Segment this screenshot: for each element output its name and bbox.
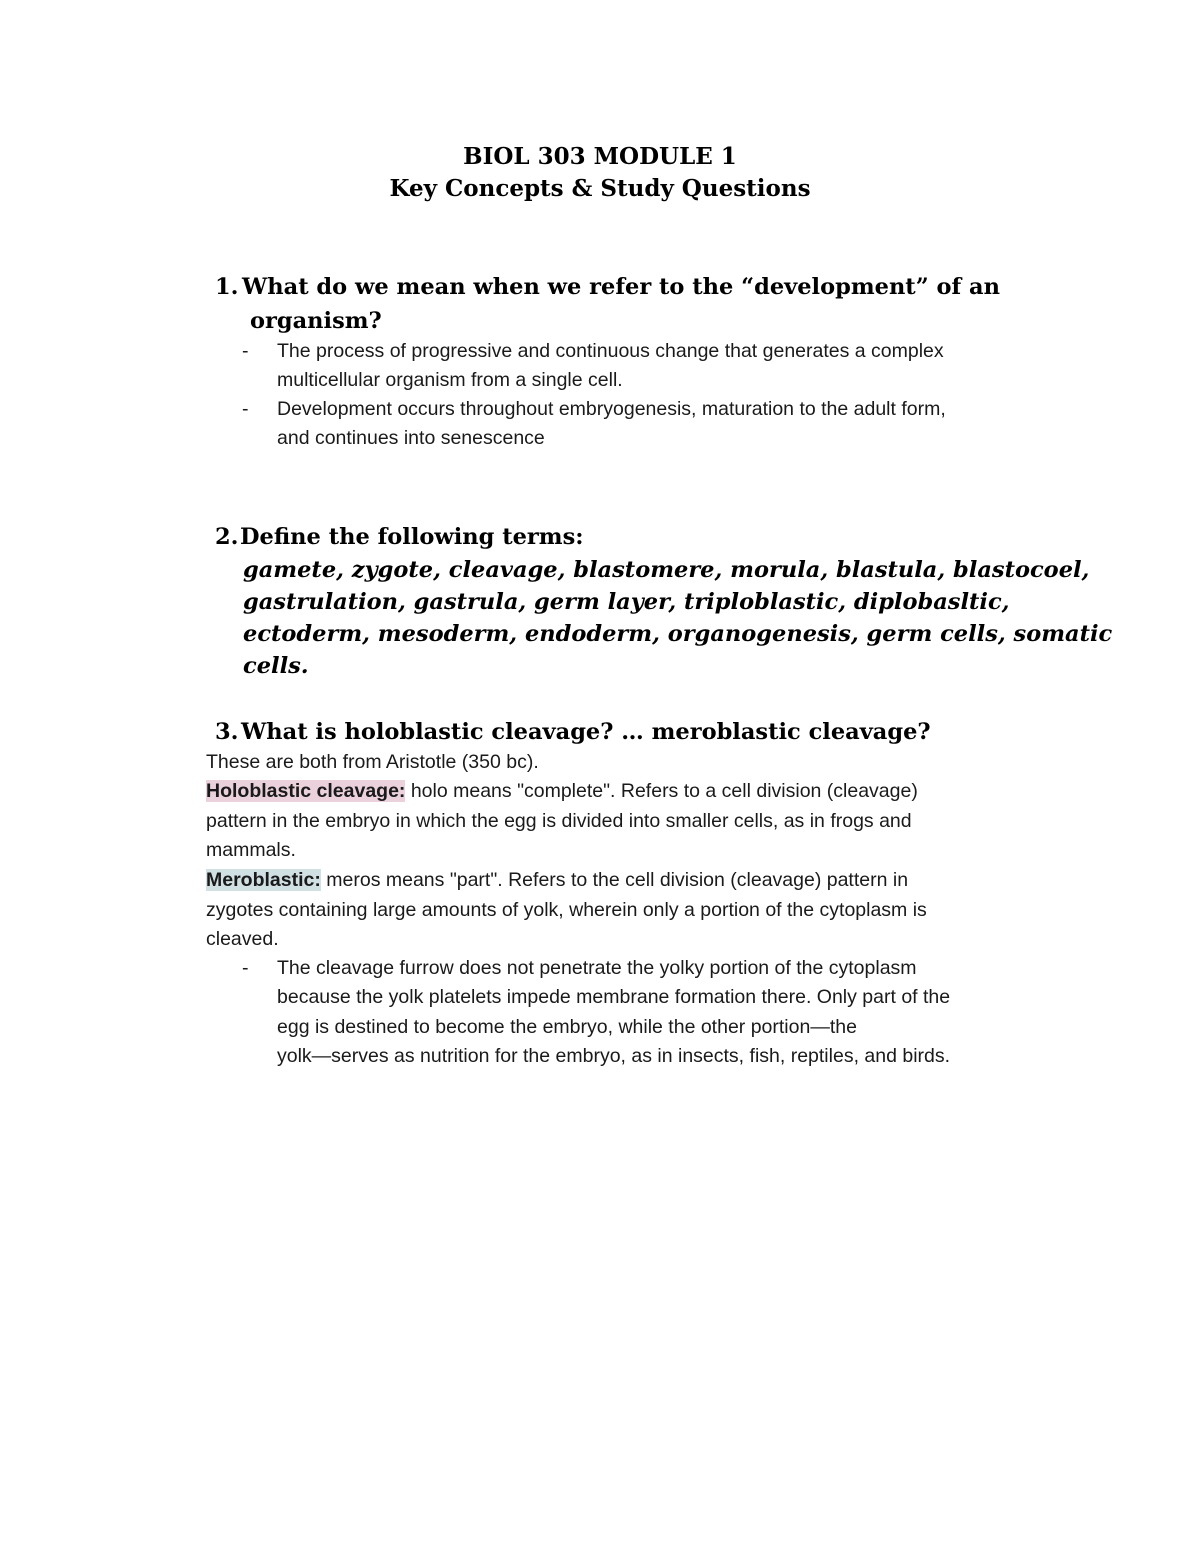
q1-bullet1-marker: - — [242, 340, 249, 362]
q2-terms-line4: cells. — [243, 653, 309, 679]
q1-bullet2-line1: Development occurs throughout embryogenesis, maturation to the adult form, — [277, 398, 946, 420]
q3-bullet-line4: yolk—serves as nutrition for the embryo, as in insects, fish, reptiles, and birds. — [277, 1045, 951, 1067]
q3-number: 3. — [215, 719, 239, 745]
q3-bullet-line2: because the yolk platelets impede membrane formation there. Only part of the — [277, 986, 951, 1008]
document-subtitle: Key Concepts & Study Questions — [389, 175, 811, 202]
q3-holo-line2: pattern in the embryo in which the egg is divided into smaller cells, as in frogs and — [206, 810, 912, 832]
q1-question-line2: organism? — [250, 308, 382, 334]
q3-mero-line3: cleaved. — [206, 928, 279, 950]
q3-mero-line1 — [206, 869, 908, 892]
q3-question: What is holoblastic cleavage? … meroblastic cleavage? — [241, 719, 931, 745]
q2-terms-line3: ectoderm, mesoderm, endoderm, organogenesis, germ cells, somatic — [243, 621, 1113, 647]
meroblastic-definition-start: meros means "part". Refers to the cell division (cleavage) pattern in — [320, 869, 909, 891]
meroblastic-label: Meroblastic: — [206, 869, 321, 891]
q3-bullet-marker: - — [242, 957, 249, 979]
q3-intro: These are both from Aristotle (350 bc). — [206, 751, 539, 773]
q1-question-line1: What do we mean when we refer to the “development” of an — [242, 274, 1000, 300]
q1-bullet1-line2: multicellular organism from a single cell. — [277, 369, 623, 391]
q3-mero-line2: zygotes containing large amounts of yolk, wherein only a portion of the cytoplasm is — [206, 899, 927, 921]
q1-bullet1-line1: The process of progressive and continuous change that generates a complex — [277, 340, 944, 362]
q1-number: 1. — [215, 274, 239, 300]
q3-bullet-line1: The cleavage furrow does not penetrate the yolky portion of the cytoplasm — [277, 957, 917, 979]
q3-holo-line1 — [206, 780, 918, 803]
q3-holo-line3: mammals. — [206, 839, 296, 861]
q3-bullet-line3: egg is destined to become the embryo, while the other portion—the — [277, 1016, 857, 1038]
q2-terms-line1: gamete, zygote, cleavage, blastomere, morula, blastula, blastocoel, — [243, 557, 1090, 583]
holoblastic-label: Holoblastic cleavage: — [206, 780, 406, 802]
q1-bullet2-marker: - — [242, 398, 249, 420]
document-title: BIOL 303 MODULE 1 — [463, 143, 737, 170]
q2-terms-line2: gastrulation, gastrula, germ layer, triploblastic, diplobasltic, — [243, 589, 1010, 615]
q2-number: 2. — [215, 524, 239, 550]
q1-bullet2-line2: and continues into senescence — [277, 427, 545, 449]
q2-question: Define the following terms: — [240, 524, 584, 550]
holoblastic-definition-start: holo means "complete". Refers to a cell division (cleavage) — [405, 780, 918, 802]
